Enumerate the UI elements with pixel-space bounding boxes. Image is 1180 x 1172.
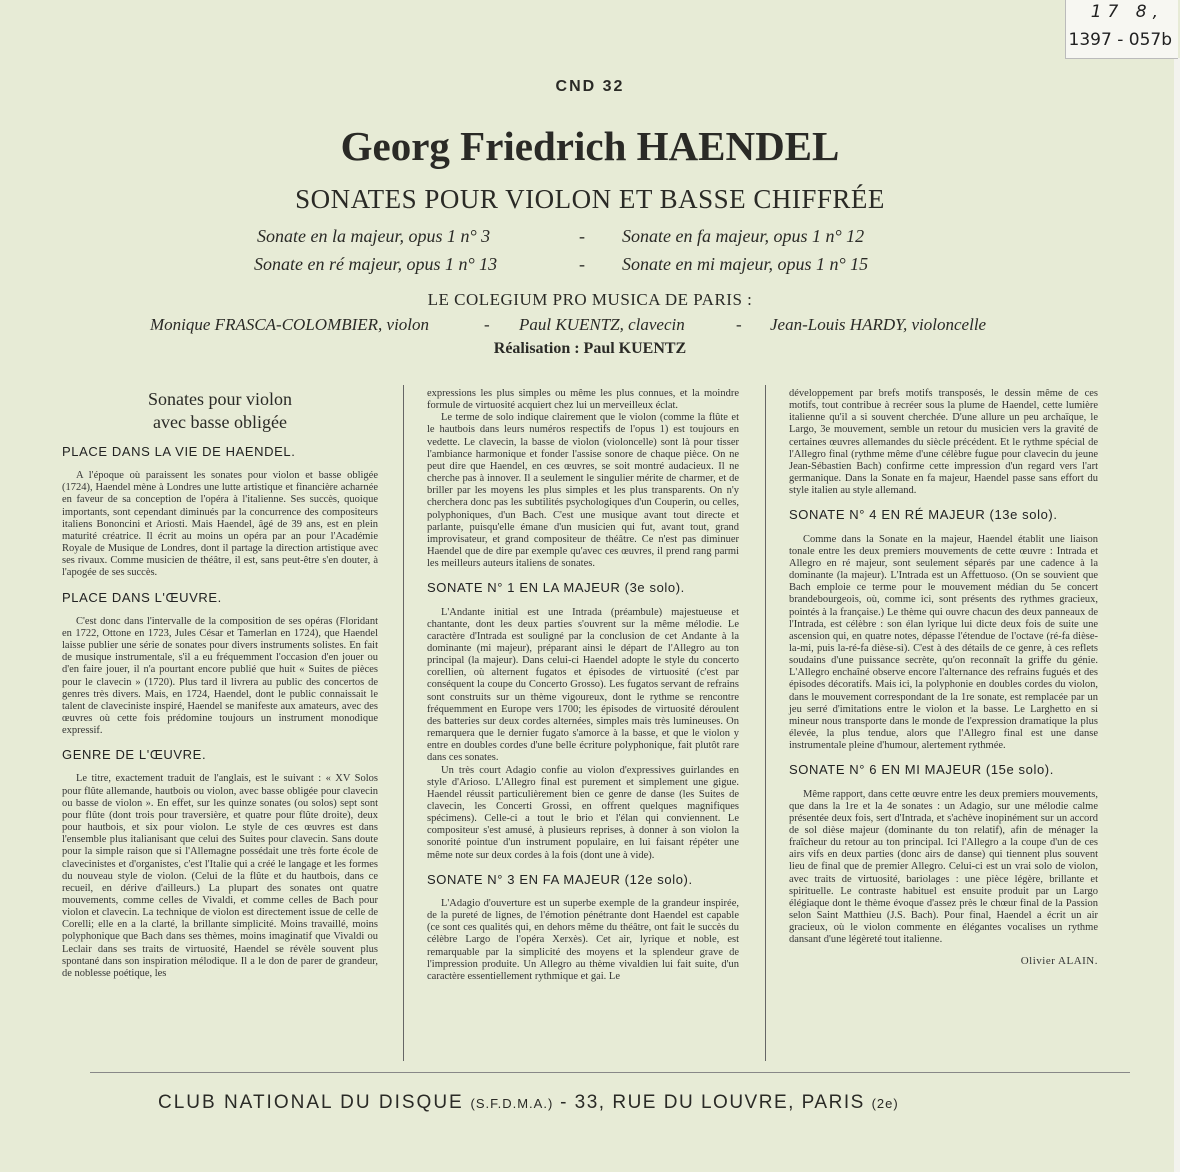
sonata-title-3: Sonate en ré majeur, opus 1 n° 13 [254, 254, 498, 274]
work-title: SONATES POUR VIOLON ET BASSE CHIFFRÉE [295, 184, 885, 214]
notes-title [62, 388, 378, 434]
club-org: (S.F.D.M.A.) [470, 1096, 554, 1111]
section-heading: PLACE DANS L'ŒUVRE. [62, 589, 222, 605]
club-arrondissement: (2e) [871, 1096, 899, 1111]
notes-column-3 [789, 388, 1098, 967]
catalog-number: CND 32 [555, 78, 625, 95]
section-heading: GENRE DE L'ŒUVRE. [62, 747, 207, 763]
club-name: CLUB NATIONAL DU DISQUE [158, 1092, 464, 1113]
sleeve-edge [1174, 58, 1180, 1172]
column-divider [765, 385, 766, 1061]
paragraph: L'Andante initial est une Intrada (préambule) majestueuse et chantante, dont les deux parties s'ouvrent sur la même mélodie. Le caractère d'Intrada est souligné par la conclusion de cet Andante à la dominante (mi majeur), préparant ainsi le départ de l'Allegro au ton principal (la majeur). Dans celui-ci Haendel adopte le style du concerto corellien, où alternent fugatos et épisodes de virtuosité (c'est par conséquent la coupe du Concerto Grosso). Les fugatos servant de refrains sont construits sur un thème vigoureux, dont le rythme se rencontre fréquemment en Europe vers 1700; les épisodes de virtuosité déroulent des batteries sur deux cordes alternées, simples mais très lumineuses. On remarquera que le dernier fugato s'amorce à la basse, et que le violon y entre en doubles cordes d'une belle écriture polyphonique, fait plutôt rare dans ces sonates. [427, 606, 739, 764]
section-heading: SONATE N° 3 EN FA MAJEUR (12e solo). [427, 871, 693, 887]
realisation-credit: Réalisation : Paul KUENTZ [493, 340, 687, 357]
footer-address [158, 1092, 1048, 1114]
column-divider [403, 385, 404, 1061]
notes-title-line-1: Sonates pour violon [148, 389, 292, 409]
performer-violin: Monique FRASCA-COLOMBIER, violon [150, 315, 430, 334]
section-heading: SONATE N° 4 EN RÉ MAJEUR (13e solo). [789, 507, 1058, 523]
paragraph: développement par brefs motifs transposés, le dessin même de ces motifs, tout contribue à recréer sous la plume de Haendel, cette lumière italienne qu'il a si souvent cherchée. D'une allure un peu archaïque, le Largo, 3e mouvement, semble un retour du musicien vers la gravité de certaines œuvres allemandes du siècle précédent. Et le rythme spécial de l'Allegro final (rythme même d'une célèbre fugue pour clavecin du jeune Jean-Sébastien Bach) confirme cette impression d'un regard vers l'art germanique. Dans la Sonate en fa majeur, Haendel passe sans effort du style italien au style allemand. [789, 388, 1098, 497]
stamp-line-1: 17 8, [1090, 2, 1164, 22]
ensemble-name: LE COLEGIUM PRO MUSICA DE PARIS : [427, 290, 753, 309]
stamp-line-2: 1397 - 057b [1068, 30, 1172, 50]
notes-column-2 [427, 388, 739, 983]
sonata-separator: - [579, 226, 585, 246]
paragraph: Comme dans la Sonate en la majeur, Haendel établit une liaison tonale entre les deux premiers mouvements de cette œuvre : Intrada et Allegro en ré majeur, sont seulement séparés par une cadence à la dominante (la majeur). L'Intrada est un Affettuoso. (On se souvient que Bach emploie ce terme pour le mouvement médian du 5e concert brandebourgeois, où, comme ici, sont présents des rythmes gracieux, pointés à la française.) Le thème qui ouvre chacun des deux panneaux de l'Intrada, est célèbre : son élan lyrique lui dicte deux fois de suite une ascension qui, en quatre notes, dépasse l'étendue de l'octave (ré-fa dièse-la-mi, puis la-ré-fa dièse-si). C'est à des détails de ce genre, à ces reflets soudains d'une puissance secrète, qu'on reconnaît la griffe du génie. L'Allegro enchaîné observe encore l'alternance des refrains fugués et des épisodes décoratifs. Mais ici, la polyphonie en doubles cordes du violon, dans le mouvement correspondant de la 1re sonate, est remplacée par un jeu serré d'imitations entre le violon et la basse. Le Larghetto en si mineur nous transporte dans le monde de l'expression dramatique la plus élevée, la plus tendue, alors que l'Allegro final est une danse instrumentale pleine d'humour, alertement rythmée. [789, 533, 1098, 752]
sonata-title-1: Sonate en la majeur, opus 1 n° 3 [257, 226, 491, 246]
performer-harpsichord: Paul KUENTZ, clavecin [519, 315, 685, 334]
paragraph: Même rapport, dans cette œuvre entre les deux premiers mouvements, que dans la 1re et la 4e sonates : un Adagio, sur une mélodie calme présentée deux fois, sert d'Intrada, et s'achève inopinément sur un accord de sol dièse majeur (dominante du ton relatif), afin de ménager la fraîcheur du retour au ton principal. Ici l'Allegro a la coupe d'un de ces airs vifs en deux parties (donc airs de danse) qui tiennent plus souvent lieu de final que de premier Allegro. Celui-ci est un vrai solo de violon, avec traits de virtuosité, bariolages : une pièce légère, brillante et spirituelle. Le contraste habituel est ensuite produit par un Largo élégiaque dont le thème évoque d'assez près le chœur final de la Passion selon Saint Matthieu (J.S. Bach). Pour final, Haendel a écrit un air gracieux, où le violon commente en élégantes vocalises un rythme dansant d'une légèreté tout italienne. [789, 788, 1098, 946]
composer-name: Georg Friedrich HAENDEL [340, 123, 840, 169]
paragraph: A l'époque où paraissent les sonates pour violon et basse obligée (1724), Haendel mène à Londres une lutte artistique et financière acharnée en faveur de sa conception de l'opéra à l'italienne. Ses succès, quoique importants, sont cependant diminués par la concurrence des compositeurs italiens Bononcini et Ariosti. Mais Haendel, âgé de 39 ans, est en plein maturité créatrice. Il écrit au moins un opéra par an pour l'Académie Royale de Musique de Londres, dont il partage la direction artistique avec ses rivaux. Comme musicien de théâtre, il est, sans peut-être s'en douter, à l'apogée de ses succès. [62, 470, 378, 579]
paragraph: L'Adagio d'ouverture est un superbe exemple de la grandeur inspirée, de la pureté de lignes, de l'émotion pénétrante dont Haendel est capable (ce sont ces qualités qui, en dehors même du théâtre, ont fait le succès du célèbre Largo de l'opéra Xerxès). Cet air, lyrique et noble, est remarquable par la simplicité des moyens et la splendeur grave de l'impression produite. Un Allegro au thème vivaldien lui fait suite, d'un caractère essentiellement rythmique et gai. Le [427, 897, 739, 982]
paragraph: Le terme de solo indique clairement que le violon (comme la flûte et le hautbois dans leurs numéros respectifs de l'opus 1) est toujours en vedette. Le clavecin, la basse de violon (violoncelle) sont là pour tisser l'ambiance harmonique et fonder l'assise sonore de chaque pièce. On ne peut dire que Haendel, en ces œuvres, se soit montré audacieux. Il ne cherche pas à innover. Il a seulement le singulier mérite de charmer, et de briller par les moyens les plus simples et les plus transparents. On n'y cherchera donc pas les subtilités psychologiques d'un Couperin, ou celles, polyphoniques, d'un Bach. C'est une musique avant tout directe et parlante, puisqu'elle émane d'un musicien qui fut, avant tout, grand improvisateur, et grand compositeur de théâtre. Ce n'est pas diminuer Haendel que de dire par exemple qu'avec ces œuvres, il prend rang parmi les meilleurs auteurs italiens de sonates. [427, 412, 739, 570]
section-heading: SONATE N° 6 EN MI MAJEUR (15e solo). [789, 762, 1054, 778]
notes-column-1 [62, 388, 378, 980]
sonata-title-4: Sonate en mi majeur, opus 1 n° 15 [622, 254, 869, 274]
author-signature: Olivier ALAIN. [1020, 954, 1098, 967]
performer-cello: Jean-Louis HARDY, violoncelle [770, 315, 987, 334]
archive-stamp [1065, 0, 1178, 59]
footer-separator: - [560, 1092, 568, 1113]
footer-rule [90, 1072, 1130, 1073]
notes-title-line-2: avec basse obligée [153, 412, 287, 432]
paragraph: Le titre, exactement traduit de l'anglais, est le suivant : « XV Solos pour flûte allemande, hautbois ou violon, avec basse obligée pour clavecin ou basse de violon ». En effet, sur les quinze sonates (ou solos) sept sont pour flûte (dont trois pour traversière, et quatre pour flûte droite), deux pour hautbois, et six pour violon. Le style de ces œuvres est dans l'ensemble plus italianisant que celui des Suites pour clavecin. Sans doute pour la simple raison que si l'Allemagne possédait une très forte école de clavecinistes et d'organistes, c'est l'Italie qui a créé le langage et les formes du nouveau style de violon. (Celui de la flûte et du hautbois, dans ce recueil, en dérive d'ailleurs.) La plupart des sonates ont quatre mouvements, comme celles de Vivaldi, et comme celles de Bach pour violon et clavecin. La technique de violon est directement issue de celle de Corelli; elle en a la clarté, la brillante simplicité. Moins travaillé, moins polyphonique que Bach dans ses thèmes, moins imaginatif que Vivaldi ou Leclair dans ses traits de virtuosité, Haendel se révèle souvent plus spontané dans son inspiration mélodique. Il a le don de parer de grandeur, de noblesse poétique, les [62, 773, 378, 979]
club-address: 33, RUE DU LOUVRE, PARIS [574, 1092, 865, 1113]
sonata-separator: - [579, 254, 585, 274]
performer-separator: - [736, 315, 742, 334]
paragraph: expressions les plus simples ou même les plus connues, et la moindre formule de virtuosité acquiert chez lui un merveilleux éclat. [427, 388, 739, 412]
paragraph: C'est donc dans l'intervalle de la composition de ses opéras (Floridant en 1722, Ottone en 1723, Jules César et Tamerlan en 1724), que Haendel laisse publier une série de sonates pour divers instruments solistes. En fait de musique instrumentale, s'il a eu fréquemment l'occasion d'en jouer ou d'en faire jouer, il n'a pourtant encore publié que huit « Suites de pièces pour le clavecin » (1720). Plus tard il livrera au public des concertos de genres très divers. Mais, en 1724, Haendel, dont le public connaissait le talent de claveciniste inspiré, Haendel se manifeste aux amateurs, avec des œuvres où cette fois prédomine toujours un instrument monodique expressif. [62, 615, 378, 737]
section-heading: SONATE N° 1 EN LA MAJEUR (3e solo). [427, 580, 685, 596]
section-heading: PLACE DANS LA VIE DE HAENDEL. [62, 444, 296, 459]
performer-separator: - [484, 315, 490, 334]
paragraph: Un très court Adagio confie au violon d'expressives guirlandes en style d'Arioso. L'Allegro final est purement et simplement une gigue. Haendel réussit particulièrement bien ce genre de danse (les Suites de clavecin, les Concerti Grossi, en offrent quelques magnifiques spécimens). Celle-ci a tout le brio et l'élan qui conviennent. Le compositeur s'est amusé, à plusieurs reprises, à donner à son violon la sonorité pointue d'un instrument populaire, en lui faisant répéter une même note sur deux cordes à la fois (dont une à vide). [427, 764, 739, 861]
sonata-title-2: Sonate en fa majeur, opus 1 n° 12 [622, 226, 865, 246]
